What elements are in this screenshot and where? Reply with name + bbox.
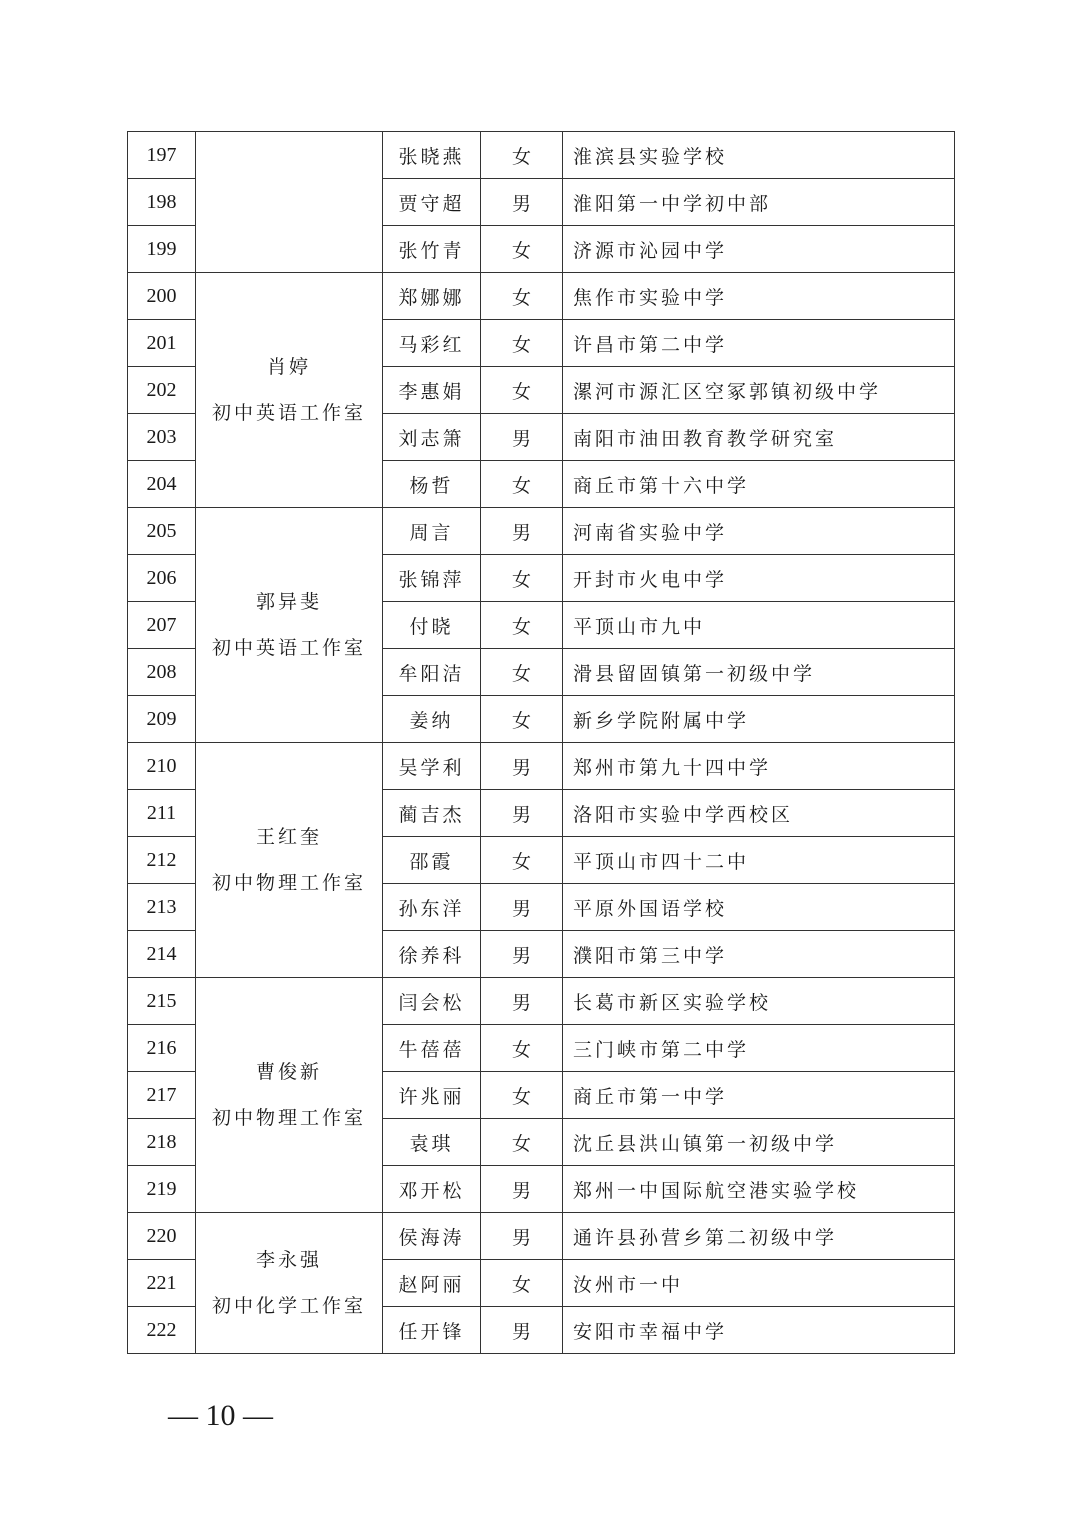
member-school: 洛阳市实验中学西校区: [563, 790, 955, 837]
row-number: 220: [128, 1213, 196, 1260]
member-school: 漯河市源汇区空冢郭镇初级中学: [563, 367, 955, 414]
member-school: 河南省实验中学: [563, 508, 955, 555]
member-school: 平顶山市九中: [563, 602, 955, 649]
row-number: 215: [128, 978, 196, 1025]
studio-name: 初中物理工作室: [211, 1107, 366, 1129]
row-number: 219: [128, 1166, 196, 1213]
member-gender: 男: [481, 790, 563, 837]
row-number: 212: [128, 837, 196, 884]
member-school: 安阳市幸福中学: [563, 1307, 955, 1354]
member-name: 邓开松: [383, 1166, 481, 1213]
member-name: 刘志箫: [383, 414, 481, 461]
row-number: 217: [128, 1072, 196, 1119]
row-number: 213: [128, 884, 196, 931]
member-school: 沈丘县洪山镇第一初级中学: [563, 1119, 955, 1166]
studio-cell: [196, 508, 383, 743]
member-gender: 男: [481, 931, 563, 978]
member-name: 孙东洋: [383, 884, 481, 931]
member-name: 邵霞: [383, 837, 481, 884]
member-gender: 女: [481, 837, 563, 884]
member-gender: 男: [481, 508, 563, 555]
row-number: 198: [128, 179, 196, 226]
member-gender: 男: [481, 1166, 563, 1213]
roster-table-body: [128, 132, 955, 1354]
member-gender: 男: [481, 179, 563, 226]
member-school: 郑州一中国际航空港实验学校: [563, 1166, 955, 1213]
row-number: 197: [128, 132, 196, 179]
member-school: 濮阳市第三中学: [563, 931, 955, 978]
member-school: 开封市火电中学: [563, 555, 955, 602]
row-number: 216: [128, 1025, 196, 1072]
member-name: 闫会松: [383, 978, 481, 1025]
member-school: 济源市沁园中学: [563, 226, 955, 273]
member-school: 淮滨县实验学校: [563, 132, 955, 179]
studio-cell: [196, 1213, 383, 1354]
studio-lead-name: 王红奎: [255, 826, 322, 848]
member-name: 袁琪: [383, 1119, 481, 1166]
member-gender: 女: [481, 649, 563, 696]
studio-name: 初中物理工作室: [211, 872, 366, 894]
member-name: 侯海涛: [383, 1213, 481, 1260]
member-gender: 男: [481, 414, 563, 461]
member-school: 平顶山市四十二中: [563, 837, 955, 884]
member-name: 蔺吉杰: [383, 790, 481, 837]
member-school: 新乡学院附属中学: [563, 696, 955, 743]
member-gender: 女: [481, 1072, 563, 1119]
member-gender: 男: [481, 884, 563, 931]
member-school: 郑州市第九十四中学: [563, 743, 955, 790]
row-number: 214: [128, 931, 196, 978]
member-gender: 女: [481, 602, 563, 649]
member-name: 马彩红: [383, 320, 481, 367]
row-number: 208: [128, 649, 196, 696]
member-gender: 女: [481, 1260, 563, 1307]
member-gender: 女: [481, 1025, 563, 1072]
member-school: 焦作市实验中学: [563, 273, 955, 320]
row-number: 205: [128, 508, 196, 555]
member-name: 张晓燕: [383, 132, 481, 179]
member-name: 徐养科: [383, 931, 481, 978]
member-name: 杨哲: [383, 461, 481, 508]
member-gender: 男: [481, 978, 563, 1025]
member-name: 牟阳洁: [383, 649, 481, 696]
member-school: 长葛市新区实验学校: [563, 978, 955, 1025]
row-number: 211: [128, 790, 196, 837]
studio-name: 初中英语工作室: [211, 637, 366, 659]
member-gender: 男: [481, 743, 563, 790]
member-name: 吴学利: [383, 743, 481, 790]
studio-lead-name: 郭异斐: [255, 591, 322, 613]
member-name: 付晓: [383, 602, 481, 649]
table-row: [128, 743, 955, 790]
row-number: 210: [128, 743, 196, 790]
member-name: 周言: [383, 508, 481, 555]
roster-table: [127, 131, 955, 1354]
member-name: 任开锋: [383, 1307, 481, 1354]
member-gender: 女: [481, 1119, 563, 1166]
member-gender: 女: [481, 273, 563, 320]
member-name: 许兆丽: [383, 1072, 481, 1119]
member-name: 郑娜娜: [383, 273, 481, 320]
member-name: 姜纳: [383, 696, 481, 743]
member-school: 淮阳第一中学初中部: [563, 179, 955, 226]
member-school: 商丘市第十六中学: [563, 461, 955, 508]
member-school: 滑县留固镇第一初级中学: [563, 649, 955, 696]
member-gender: 女: [481, 367, 563, 414]
member-school: 平原外国语学校: [563, 884, 955, 931]
row-number: 206: [128, 555, 196, 602]
row-number: 199: [128, 226, 196, 273]
table-row: [128, 1213, 955, 1260]
row-number: 218: [128, 1119, 196, 1166]
member-name: 赵阿丽: [383, 1260, 481, 1307]
member-gender: 女: [481, 696, 563, 743]
member-school: 三门峡市第二中学: [563, 1025, 955, 1072]
row-number: 204: [128, 461, 196, 508]
row-number: 207: [128, 602, 196, 649]
studio-lead-name: 曹俊新: [255, 1061, 322, 1083]
table-row: [128, 978, 955, 1025]
member-gender: 女: [481, 226, 563, 273]
studio-cell: [196, 743, 383, 978]
member-school: 许昌市第二中学: [563, 320, 955, 367]
studio-cell: [196, 132, 383, 273]
studio-cell: [196, 273, 383, 508]
member-gender: 女: [481, 320, 563, 367]
page-number: — 10 —: [168, 1399, 273, 1432]
member-name: 李惠娟: [383, 367, 481, 414]
member-school: 汝州市一中: [563, 1260, 955, 1307]
member-gender: 女: [481, 132, 563, 179]
studio-cell: [196, 978, 383, 1213]
row-number: 202: [128, 367, 196, 414]
studio-name: 初中英语工作室: [211, 402, 366, 424]
member-school: 通许县孙营乡第二初级中学: [563, 1213, 955, 1260]
table-row: [128, 508, 955, 555]
member-school: 南阳市油田教育教学研究室: [563, 414, 955, 461]
row-number: 221: [128, 1260, 196, 1307]
member-name: 张竹青: [383, 226, 481, 273]
member-gender: 男: [481, 1307, 563, 1354]
member-gender: 男: [481, 1213, 563, 1260]
studio-lead-name: 李永强: [255, 1249, 322, 1271]
member-school: 商丘市第一中学: [563, 1072, 955, 1119]
studio-name: 初中化学工作室: [211, 1295, 366, 1317]
member-name: 张锦萍: [383, 555, 481, 602]
member-name: 贾守超: [383, 179, 481, 226]
row-number: 222: [128, 1307, 196, 1354]
member-gender: 女: [481, 461, 563, 508]
table-row: [128, 273, 955, 320]
member-name: 牛蓓蓓: [383, 1025, 481, 1072]
studio-lead-name: 肖婷: [266, 356, 311, 378]
table-row: [128, 132, 955, 179]
member-gender: 女: [481, 555, 563, 602]
row-number: 201: [128, 320, 196, 367]
row-number: 200: [128, 273, 196, 320]
row-number: 203: [128, 414, 196, 461]
row-number: 209: [128, 696, 196, 743]
